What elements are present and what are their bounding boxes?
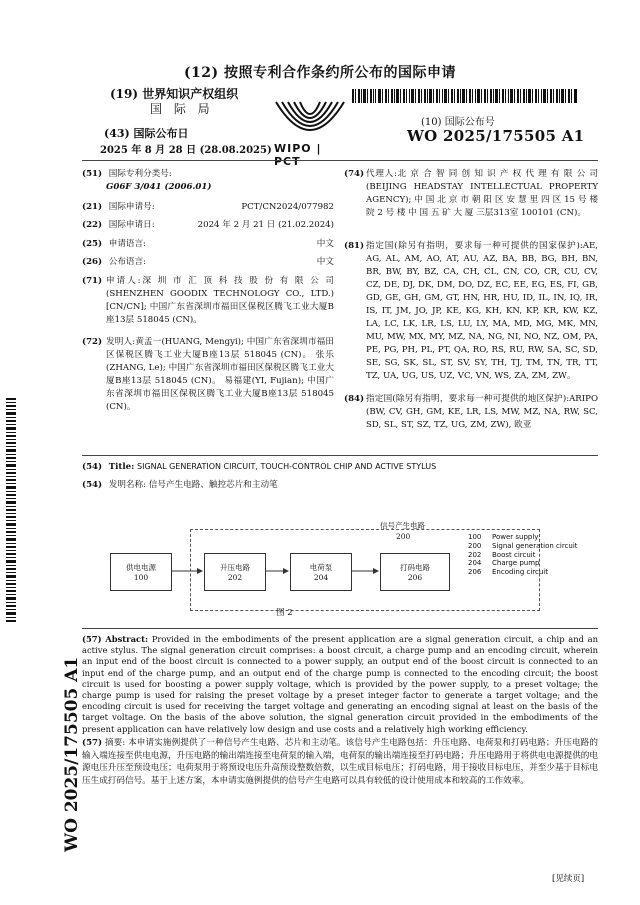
abstract-label: Abstract: bbox=[105, 634, 149, 644]
field-value: 深 圳 市 汇 顶 科 技 股 份 有 限 公 司 (SHENZHEN GOODIX TECHNOLOGY CO., LTD.) [CN/CN]; 中国广东省深圳市福田区保税区腾飞工业大厦B座13层 518045 (CN)。 bbox=[106, 276, 335, 325]
abstract-text: 本申请实施例提供了一种信号产生电路、芯片和主动笔。该信号产生电路包括：升压电路、电荷泵和打码电路；升压电路的输入端连接至供电电源，升压电路的输出端连接至电荷泵的输入端，电荷泵的输出端连接至打码电路；升压电路用于将供电电源提供的电源电压升压至预设电压；电荷泵用于将预设电压升高预设整数倍数，以生成目标电压；打码电路，用于接收目标电压，并至少基于目标电压生成打码信号。基于上述方案，本申请实施例提供的信号产生电路可以具有较低的设计使用成本和较高的工作效率。 bbox=[82, 738, 598, 786]
field-agent bbox=[344, 168, 598, 220]
title-label: Title: bbox=[108, 462, 135, 472]
figure-caption: 图 2 bbox=[276, 608, 293, 618]
abstract-number: (57) bbox=[82, 634, 102, 644]
field-number: (84) bbox=[344, 394, 365, 404]
field-label: 申请人: bbox=[106, 276, 141, 286]
box-number: 202 bbox=[227, 573, 243, 582]
group-number: 200 bbox=[396, 532, 411, 541]
publication-date-label: (43) 国际公布日 bbox=[104, 127, 189, 140]
box-label: 电荷泵 bbox=[309, 563, 333, 572]
abstract-english bbox=[82, 634, 598, 735]
title-number: (54) bbox=[82, 462, 103, 472]
field-classification bbox=[82, 168, 334, 194]
document-header-title: (12) 按照专利合作条约所公布的国际申请 bbox=[183, 65, 457, 81]
legend-item: 204 Charge pump bbox=[468, 559, 540, 568]
side-barcode bbox=[6, 398, 16, 622]
field-value: 2024 年 2 月 21 日 (21.02.2024) bbox=[197, 220, 334, 230]
field-number: (74) bbox=[344, 169, 365, 179]
continued-on-next-page: [见续页] bbox=[552, 874, 585, 884]
field-number: (81) bbox=[344, 241, 365, 251]
title-label: 发明名称: bbox=[108, 480, 147, 490]
title-chinese bbox=[82, 479, 598, 492]
field-label: 发明人: bbox=[106, 337, 136, 347]
side-publication-number: WO 2025/175505 A1 bbox=[62, 656, 82, 852]
title-english bbox=[82, 460, 598, 474]
organization-bureau: 国 际 局 bbox=[150, 102, 214, 116]
field-application-number bbox=[82, 201, 334, 214]
field-number: (72) bbox=[82, 337, 103, 347]
field-number: (25) bbox=[82, 239, 103, 249]
field-designated-states bbox=[344, 240, 598, 383]
field-label: 指定国(除另有指明，要求每一种可提供的地区保护): bbox=[366, 394, 570, 404]
side-barcode-graphic bbox=[6, 398, 16, 622]
box-number: 204 bbox=[313, 573, 329, 582]
field-inventors bbox=[82, 336, 334, 414]
field-value: AE, AG, AL, AM, AO, AT, AU, AZ, BA, BB, BG, BH, BN, BR, BW, BY, BZ, CA, CH, CL, CN, CO, CR, CU, CV, CZ, DE, DJ, DK, DM, DO, DZ, EC, EE, EG, ES, FI, GB, GD, GE, GH, GM, GT, HN, HR, HU, ID, IL, IN, IQ, IR, IS, IT, JM, JO, JP, KE, KG, KH, KN, KP, KR, KW, KZ, LA, LC, LK, LR, LS, LU, LY, MA, MD, MG, MK, MN, MU, MW, MX, MY, MZ, NA, NG, NI, NO, NZ, OM, PA, PE, PG, PH, PL, PT, QA, RO, RS, RU, RW, SA, SC, SD, SE, SG, SK, SL, ST, SV, SY, TH, TJ, TM, TN, TR, TT, TZ, UA, UG, US, UZ, VC, VN, WS, ZA, ZM, ZW。 bbox=[366, 241, 598, 381]
field-value: 中文 bbox=[316, 239, 334, 249]
barcode-graphic bbox=[352, 89, 578, 103]
box-label: 升压电路 bbox=[220, 563, 250, 572]
organization-name: (19) 世界知识产权组织 bbox=[110, 87, 239, 101]
figure-legend bbox=[468, 533, 598, 577]
field-number: (26) bbox=[82, 257, 103, 267]
field-label: 指定国(除另有指明，要求每一种可提供的国家保护): bbox=[366, 241, 583, 251]
title-number: (54) bbox=[82, 480, 103, 490]
field-value: ARIPO (BW, CV, GH, GM, KE, LR, LS, MW, MZ, NA, RW, SC, SD, SL, ST, SZ, TZ, UG, ZM, ZW), 欧亚 bbox=[366, 394, 598, 430]
figure-diagram bbox=[80, 515, 610, 625]
box-number: 206 bbox=[407, 573, 423, 582]
field-applicant bbox=[82, 275, 334, 327]
abstract-text: Provided in the embodiments of the present application are a signal generation circuit, a chip and an active stylus. The signal generation circuit comprises: a boost circuit, a charge pump and an encoding circuit, wherein an input end of the boost circuit is connected to a power supply, an output end of the boost circuit is connected to an input end of the charge pump, and an output end of the charge pump is connected to the encoding circuit; the boost circuit is used for boosting a power supply voltage, which is provided by the power supply, to a preset voltage; the charge pump is used for raising the preset voltage by a preset integer factor to generate a target voltage; and the encoding circuit is used for receiving the target voltage and generating an encoding signal at least on the basis of the target voltage. On the basis of the above solution, the signal generation circuit provided in the embodiments of the present application can have relatively low design and use costs and a relatively high working efficiency. bbox=[82, 634, 598, 734]
field-designated-regions bbox=[344, 393, 598, 432]
field-filing-language bbox=[82, 238, 334, 251]
title-value: 信号产生电路、触控芯片和主动笔 bbox=[148, 480, 278, 490]
abstract-rule bbox=[82, 628, 598, 629]
field-value: 中文 bbox=[316, 257, 334, 267]
field-filing-date bbox=[82, 219, 334, 232]
title-rule bbox=[82, 455, 598, 456]
field-value: G06F 3/041 (2006.01) bbox=[106, 182, 212, 192]
field-value: 北 京 合 智 同 创 知 识 产 权 代 理 有 限 公 司 (BEIJING HEADSTAY INTELLECTUAL PROPERTY AGENCY); 中 国 北 京 市 朝 阳 区 安 慧 里 四 区 15 号 楼 院 2 号 楼 中 国 五 矿 大 厦 三层313室 100101 (CN)。 bbox=[366, 169, 598, 218]
field-number: (71) bbox=[82, 276, 103, 286]
abstract-chinese bbox=[82, 737, 598, 787]
title-value: SIGNAL GENERATION CIRCUIT, TOUCH-CONTROL CHIP AND ACTIVE STYLUS bbox=[137, 462, 437, 471]
field-label: 国际申请号: bbox=[108, 202, 155, 212]
box-number: 100 bbox=[133, 573, 149, 582]
field-value: 黄孟一(HUANG, Mengyi); 中国广东省深圳市福田区保税区腾飞工业大厦B座13层 518045 (CN)。 张乐(ZHANG, Le); 中国广东省深圳市福田区保税区腾飞工业大厦B座13层 518045 (CN)。 易福建(YI, Fujian); 中国广东省深圳市福田区保税区腾飞工业大厦B座13层 518045 (CN)。 bbox=[106, 337, 335, 412]
field-label: 申请语言: bbox=[108, 239, 147, 249]
field-number: (51) bbox=[82, 169, 103, 179]
wipo-logo-text: WIPO | PCT bbox=[274, 142, 322, 168]
barcode bbox=[352, 88, 578, 102]
box-label: 打码电路 bbox=[400, 563, 430, 572]
field-label: 公布语言: bbox=[108, 257, 147, 267]
legend-item: 200 Signal generation circuit bbox=[468, 541, 578, 550]
box-label: 供电电源 bbox=[126, 563, 156, 572]
field-label: 代理人: bbox=[366, 169, 397, 179]
field-publication-language bbox=[82, 256, 334, 269]
abstract-label: 摘要: bbox=[104, 738, 126, 748]
publication-number: WO 2025/175505 A1 bbox=[407, 127, 585, 145]
field-number: (21) bbox=[82, 202, 103, 212]
field-label: 国际申请日: bbox=[108, 220, 155, 230]
field-label: 国际专利分类号: bbox=[108, 169, 172, 179]
wipo-logo bbox=[270, 98, 350, 168]
publication-number-label: (10) 国际公布号 bbox=[421, 117, 495, 128]
abstract-number: (57) bbox=[82, 738, 103, 748]
legend-item: 100 Power supply bbox=[468, 533, 539, 541]
publication-date: 2025 年 8 月 28 日 (28.08.2025) bbox=[100, 145, 272, 156]
diagram-arrows bbox=[80, 515, 460, 625]
legend-item: 206 Encoding circuit bbox=[468, 568, 548, 577]
legend-item: 202 Boost circuit bbox=[468, 550, 536, 559]
field-number: (22) bbox=[82, 220, 103, 230]
header-rule bbox=[82, 160, 598, 161]
group-label: 信号产生电路 bbox=[380, 521, 425, 530]
field-value: PCT/CN2024/077982 bbox=[241, 202, 334, 212]
